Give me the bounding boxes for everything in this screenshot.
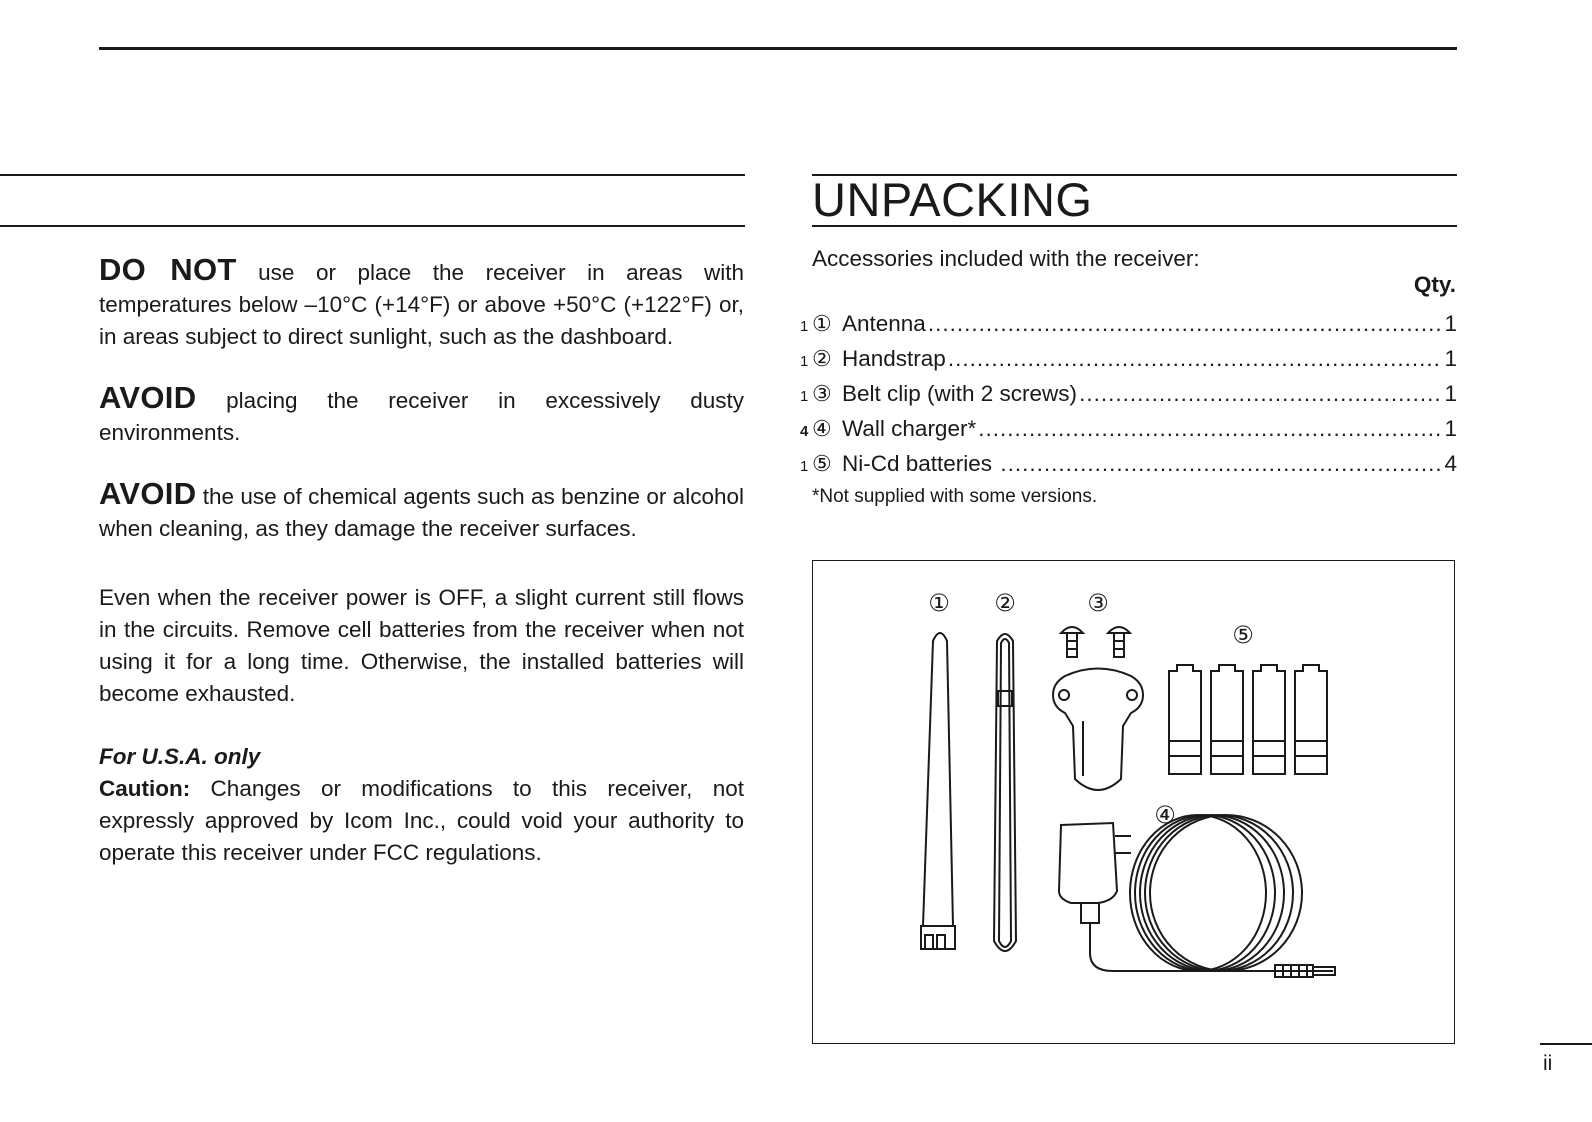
item-qty: 1 [1444, 311, 1457, 336]
caution-paragraph [99, 773, 744, 869]
handstrap-illustration [994, 634, 1016, 951]
belt-clip-illustration [1053, 627, 1143, 790]
usa-heading [99, 741, 744, 773]
accessory-list [800, 306, 1457, 481]
item-label: Ni-Cd batteries [842, 451, 999, 476]
left-section-rule-bottom [0, 225, 745, 227]
batteries-illustration [1169, 665, 1327, 774]
page-number-rule [1540, 1043, 1592, 1045]
item-qty: 1 [1444, 416, 1457, 441]
item-label: Antenna [842, 311, 926, 336]
unpacking-title: UNPACKING [812, 173, 1093, 226]
dot-leader [1079, 376, 1442, 411]
item-label: Belt clip (with 2 screws) [842, 381, 1078, 406]
avoid-chemical-paragraph [99, 478, 744, 545]
power-off-text: Even when the receiver power is OFF, a slight current still flows in the circuits. Remove cell batteries from the receiver when not using it for a long time. Otherwise, the installed batteries will become exhausted. [99, 585, 744, 706]
item-qty: 4 [1444, 451, 1457, 476]
accessory-item-wall-charger [800, 411, 1457, 446]
caution-label: Caution: [99, 776, 191, 801]
antenna-illustration [921, 633, 955, 949]
figure-label-batteries: ⑤ [1232, 621, 1254, 649]
caution-text: Changes or modifications to this receiver, not expressly approved by Icom Inc., could void your authority to operate this receiver under FCC regulations. [99, 776, 744, 865]
do-not-paragraph [99, 254, 744, 353]
accessory-item-antenna [800, 306, 1457, 341]
item-marker: 1 [800, 353, 809, 370]
figure-label-antenna: ① [928, 589, 950, 617]
item-label: Wall charger* [842, 416, 977, 441]
figure-label-wall-charger: ④ [1154, 801, 1176, 829]
dot-leader [928, 306, 1443, 341]
item-number: ⑤ [812, 451, 832, 476]
do-not-text: use or place the receiver in areas with temperatures below –10°C (+14°F) or above +50°C (+122°F) or, in areas subject to direct sunlight, such as the dashboard. [99, 260, 744, 349]
dot-leader [1000, 446, 1442, 481]
wall-charger-illustration [1059, 815, 1335, 977]
item-number: ① [812, 311, 832, 336]
do-not-lead: DO NOT [99, 252, 237, 287]
avoid-dust-lead: AVOID [99, 380, 197, 415]
top-rule [99, 47, 1457, 50]
dot-leader [948, 341, 1443, 376]
item-number: ③ [812, 381, 832, 406]
avoid-dust-text: placing the receiver in excessively dusty environments. [99, 388, 744, 445]
accessories-drawing [813, 561, 1456, 1045]
figure-label-handstrap: ② [994, 589, 1016, 617]
qty-header: Qty. [1413, 272, 1456, 297]
item-marker: 1 [800, 318, 809, 335]
not-supplied-note: *Not supplied with some versions. [812, 486, 1098, 507]
avoid-chemical-text: the use of chemical agents such as benzine or alcohol when cleaning, as they damage the receiver surfaces. [99, 484, 744, 541]
item-marker: 4 [800, 423, 809, 440]
left-section-rule-top [0, 174, 745, 176]
unpacking-intro: Accessories included with the receiver: [812, 246, 1200, 271]
avoid-dust-paragraph [99, 382, 744, 449]
item-number: ② [812, 346, 832, 371]
dot-leader [978, 411, 1442, 446]
avoid-chemical-lead: AVOID [99, 476, 197, 511]
accessory-item-belt-clip [800, 376, 1457, 411]
item-label: Handstrap [842, 346, 946, 371]
power-off-paragraph [99, 582, 744, 710]
item-marker: 1 [800, 458, 809, 475]
accessory-item-batteries [800, 446, 1457, 481]
item-qty: 1 [1444, 346, 1457, 371]
item-number: ④ [812, 416, 832, 441]
usa-heading-text: For U.S.A. only [99, 744, 261, 769]
accessory-item-handstrap [800, 341, 1457, 376]
accessories-illustration [812, 560, 1455, 1044]
item-qty: 1 [1444, 381, 1457, 406]
item-marker: 1 [800, 388, 809, 405]
page-number: ii [1543, 1052, 1553, 1075]
figure-label-belt-clip: ③ [1087, 589, 1109, 617]
